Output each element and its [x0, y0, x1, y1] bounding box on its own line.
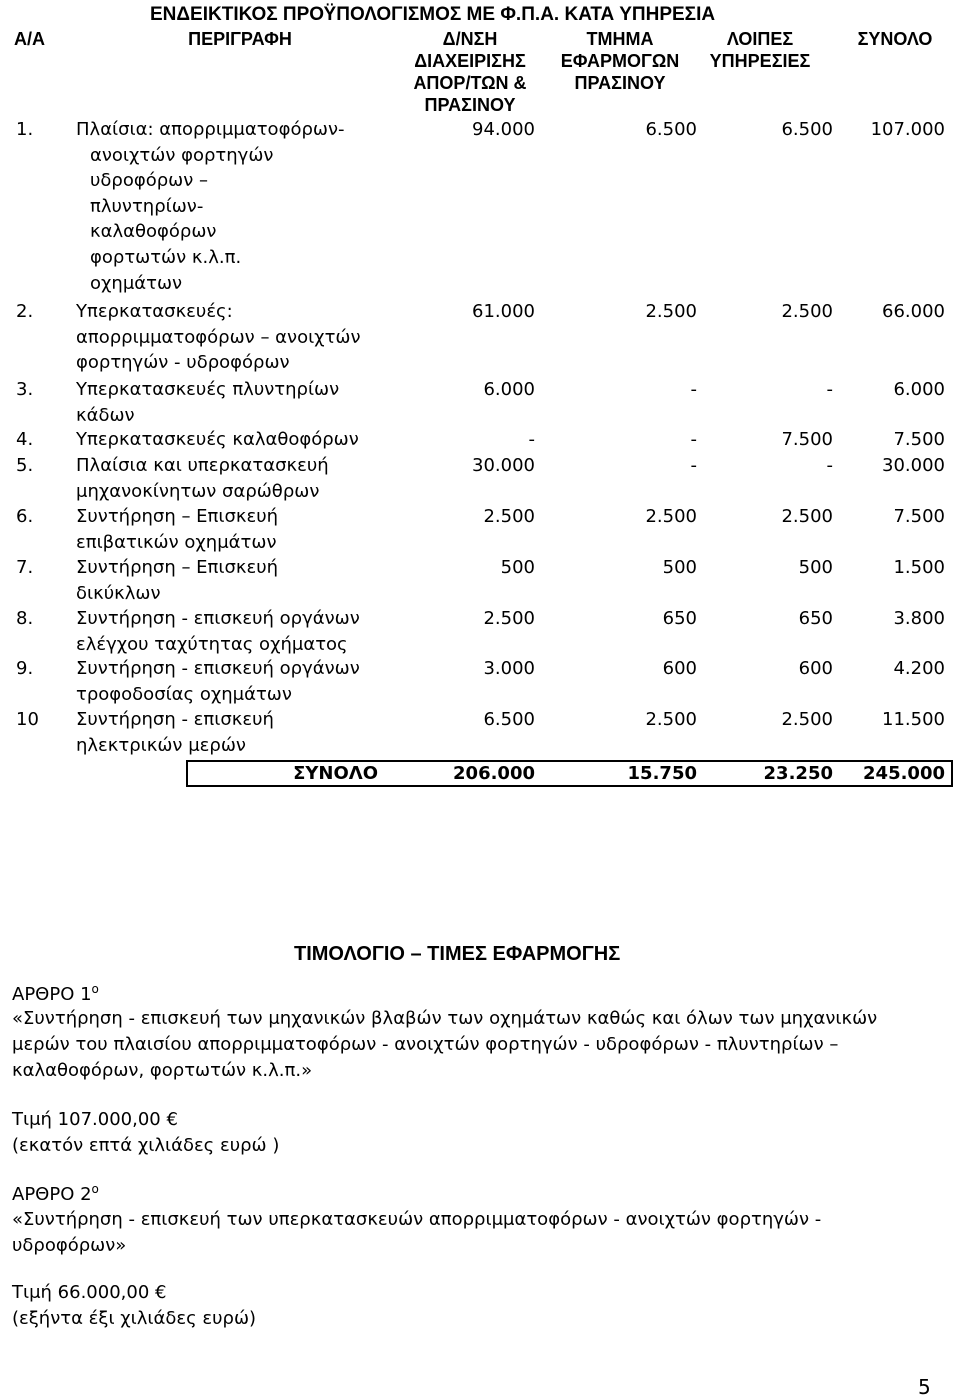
row-description-line: Υπερκατασκευές πλυντηρίων — [76, 379, 340, 400]
header-aa: Α/Α — [14, 29, 45, 49]
row-value-v3: - — [826, 379, 833, 400]
row-number: 9. — [16, 658, 34, 679]
row-number: 1. — [16, 119, 34, 140]
row-description-line: επιβατικών οχημάτων — [76, 531, 277, 553]
row-value-v1: - — [528, 429, 535, 450]
row-description-line: φορτηγών - υδροφόρων — [76, 352, 290, 374]
row-value-v3: 7.500 — [781, 429, 833, 450]
row-value-v4: 66.000 — [882, 301, 945, 322]
row-value-v3: 2.500 — [781, 709, 833, 730]
row-value-v1: 61.000 — [472, 301, 535, 322]
row-description-line: φορτωτών κ.λ.π. — [90, 247, 242, 268]
row-value-v1: 3.000 — [483, 658, 535, 679]
article-2-price-words: (εξήντα έξι χιλιάδες ευρώ) — [12, 1308, 257, 1329]
row-number: 5. — [16, 455, 34, 476]
row-value-v1: 500 — [500, 557, 535, 578]
article-2-price: Τιμή 66.000,00 € — [12, 1282, 167, 1303]
row-value-v3: 650 — [798, 608, 833, 629]
row-description-line: οχημάτων — [90, 272, 183, 294]
article-2-heading: ΑΡΘΡΟ $2^o$ — [12, 1182, 99, 1205]
row-number: 3. — [16, 379, 34, 400]
row-description-line: Συντήρηση - επισκευή — [76, 709, 274, 730]
row-number: 7. — [16, 557, 34, 578]
row-value-v4: 6.000 — [893, 379, 945, 400]
row-value-v3: 2.500 — [781, 506, 833, 527]
row-value-v2: 2.500 — [645, 301, 697, 322]
row-description-line: Συντήρηση – Επισκευή — [76, 557, 279, 578]
budget-title: ΕΝΔΕΙΚΤΙΚΟΣ ΠΡΟΫΠΟΛΟΓΙΣΜΟΣ ΜΕ Φ.Π.Α. ΚΑΤΑ ΥΠΗΡΕΣΙΑ — [150, 4, 716, 25]
row-value-v1: 6.500 — [483, 709, 535, 730]
row-number: 2. — [16, 301, 34, 322]
row-description-line: απορριμματοφόρων – ανοιχτών — [76, 326, 361, 348]
row-value-v3: 2.500 — [781, 301, 833, 322]
row-description-line: καλαθοφόρων — [90, 221, 217, 243]
row-value-v3: - — [826, 455, 833, 476]
article-1-heading: ΑΡΘΡΟ $1^o$ — [12, 982, 99, 1005]
row-value-v4: 11.500 — [882, 709, 945, 730]
header-col3: ΛΟΙΠΕΣ ΥΠΗΡΕΣΙΕΣ — [709, 29, 811, 71]
article-1-price: Τιμή 107.000,00 € — [12, 1109, 178, 1130]
article-2-text: «Συντήρηση - επισκευή των υπερκατασκευών απορριμματοφόρων - ανοιχτών φορτηγών - υδροφόρων» — [12, 1209, 822, 1256]
row-description-line: ανοιχτών φορτηγών — [90, 144, 274, 166]
row-number: 8. — [16, 608, 34, 629]
row-description-line: ελέγχου ταχύτητας οχήματος — [76, 633, 348, 655]
row-description-line: υδροφόρων – — [90, 170, 209, 192]
header-col4: ΣΥΝΟΛΟ — [857, 29, 933, 49]
total-right-rule — [951, 760, 953, 787]
header-description: ΠΕΡΙΓΡΑΦΗ — [188, 29, 292, 49]
row-value-v2: - — [690, 379, 697, 400]
row-value-v4: 4.200 — [893, 658, 945, 679]
row-value-v4: 107.000 — [870, 119, 945, 140]
row-number: 4. — [16, 429, 34, 450]
row-value-v1: 94.000 — [472, 119, 535, 140]
row-value-v4: 1.500 — [893, 557, 945, 578]
row-value-v3: 600 — [798, 658, 833, 679]
row-description-line: Συντήρηση - επισκευή οργάνων — [76, 608, 360, 629]
article-1-text: «Συντήρηση - επισκευή των μηχανικών βλαβών των οχημάτων καθώς και όλων των μηχανικών μερών του πλαισίου απορριμματοφόρων - ανοιχτών φορτηγών - υδροφόρων - πλυντηρίων – καλαθοφόρων, φορτωτών κ.λ.π.» — [12, 1008, 878, 1081]
row-value-v1: 2.500 — [483, 608, 535, 629]
row-description-line: Υπερκατασκευές καλαθοφόρων — [76, 429, 359, 450]
row-value-v2: 500 — [662, 557, 697, 578]
row-value-v2: - — [690, 429, 697, 450]
row-value-v2: - — [690, 455, 697, 476]
row-value-v4: 7.500 — [893, 429, 945, 450]
row-value-v3: 6.500 — [781, 119, 833, 140]
row-number: 6. — [16, 506, 34, 527]
row-description-line: Υπερκατασκευές: — [76, 301, 233, 322]
row-value-v1: 6.000 — [483, 379, 535, 400]
row-value-v2: 2.500 — [645, 709, 697, 730]
row-value-v2: 600 — [662, 658, 697, 679]
total-v4: 245.000 — [863, 763, 945, 784]
total-v3: 23.250 — [763, 763, 833, 784]
row-description-line: κάδων — [76, 404, 135, 426]
row-description-line: πλυντηρίων- — [90, 195, 204, 217]
total-v1: 206.000 — [453, 763, 535, 784]
row-description-line: Πλαίσια και υπερκατασκευή — [76, 455, 329, 476]
article-1-price-words: (εκατόν επτά χιλιάδες ευρώ ) — [12, 1135, 280, 1156]
header-col1: Δ/ΝΣΗ ΔΙΑΧΕΙΡΙΣΗΣ ΑΠΟΡ/ΤΩΝ & ΠΡΑΣΙΝΟΥ — [413, 29, 527, 115]
row-value-v2: 2.500 — [645, 506, 697, 527]
total-v2: 15.750 — [627, 763, 697, 784]
row-description-line: τροφοδοσίας οχημάτων — [76, 683, 292, 705]
row-number: 10 — [16, 709, 39, 730]
row-value-v3: 500 — [798, 557, 833, 578]
pricing-title: ΤΙΜΟΛΟΓΙΟ – ΤΙΜΕΣ ΕΦΑΡΜΟΓΗΣ — [294, 943, 621, 965]
header-col2: ΤΜΗΜΑ ΕΦΑΡΜΟΓΩΝ ΠΡΑΣΙΝΟΥ — [560, 29, 680, 93]
row-value-v1: 30.000 — [472, 455, 535, 476]
row-value-v1: 2.500 — [483, 506, 535, 527]
row-value-v4: 3.800 — [893, 608, 945, 629]
row-description-line: μηχανοκίνητων σαρώθρων — [76, 480, 320, 502]
row-value-v4: 30.000 — [882, 455, 945, 476]
total-left-rule — [186, 760, 188, 787]
total-label: ΣΥΝΟΛΟ — [293, 763, 378, 784]
page-number: 5 — [918, 1375, 931, 1399]
row-description-line: Πλαίσια: απορριμματοφόρων- — [76, 119, 345, 140]
row-description-line: Συντήρηση – Επισκευή — [76, 506, 279, 527]
row-value-v2: 6.500 — [645, 119, 697, 140]
row-description-line: δικύκλων — [76, 582, 161, 604]
row-description-line: ηλεκτρικών μερών — [76, 734, 246, 756]
row-value-v2: 650 — [662, 608, 697, 629]
row-description-line: Συντήρηση - επισκευή οργάνων — [76, 658, 360, 679]
row-value-v4: 7.500 — [893, 506, 945, 527]
